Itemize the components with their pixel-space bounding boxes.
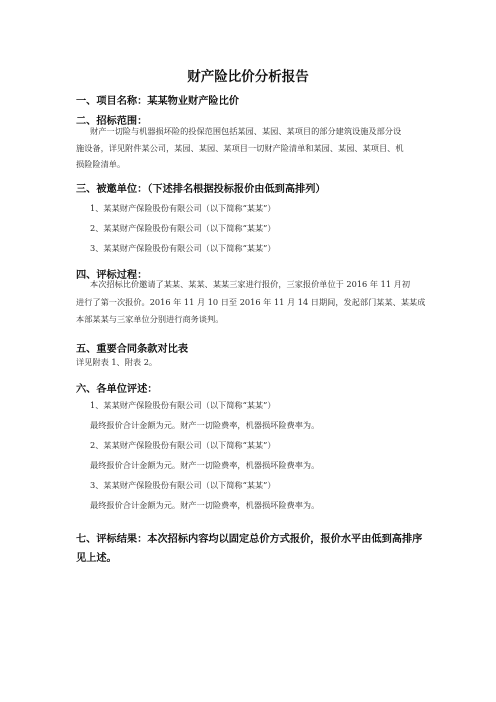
evaluation-unit-1-price: 最终报价合计金额为元。财产一切险费率，机器损坏险费率为。: [90, 420, 320, 430]
section-5-body: 详见附表 1、附表 2。: [76, 357, 158, 367]
section-4-line-2: 进行了第一次报价。2016 年 11 月 10 日至 2016 年 11 月 14 日期间，发起部门某某、某某成: [76, 297, 426, 307]
section-7-heading: 七、评标结果：本次招标内容均以固定总价方式报价，报价水平由低到高排序: [76, 533, 423, 545]
evaluation-unit-2-price: 最终报价合计金额为元。财产一切险费率，机器损坏险费率为。: [90, 460, 320, 470]
section-2-line-3: 损险险清单。: [76, 159, 126, 169]
section-4-heading: 四、评标过程：: [76, 269, 148, 281]
section-3-heading: 三、被邀单位：（下述排名根据投标报价由低到高排列）: [76, 183, 326, 195]
section-1-heading: 一、项目名称：某某物业财产险比价: [76, 95, 239, 107]
evaluation-unit-3-price: 最终报价合计金额为元。财产一切险费率，机器损坏险费率为。: [90, 500, 320, 510]
section-5-heading: 五、重要合同条款对比表: [76, 343, 189, 355]
section-2-line-2: 施设备，详见附件某公司，某园、某园、某项目一切财产险清单和某园、某园、某项目、机: [76, 143, 404, 153]
section-4-line-1: 本次招标比价邀请了某某、某某、某某三家进行报价，三家报价单位于 2016 年 11 月初: [90, 279, 411, 289]
evaluation-unit-2: 2、某某财产保险股份有限公司（以下简称“某某”）: [90, 440, 276, 450]
invited-unit-3: 3、某某财产保险股份有限公司（以下简称“某某”）: [90, 243, 276, 253]
section-7-heading-cont: 见上述。: [76, 552, 117, 564]
invited-unit-1: 1、某某财产保险股份有限公司（以下简称“某某”）: [90, 203, 276, 213]
section-2-heading: 二、招标范围：: [76, 115, 148, 127]
evaluation-unit-3: 3、某某财产保险股份有限公司（以下简称“某某”）: [90, 480, 276, 490]
page-title: 财产险比价分析报告: [187, 69, 309, 85]
evaluation-unit-1: 1、某某财产保险股份有限公司（以下简称“某某”）: [90, 400, 276, 410]
section-4-line-3: 本部某某与三家单位分别进行商务谈判。: [76, 314, 224, 324]
section-6-heading: 六、各单位评述：: [76, 383, 158, 395]
invited-unit-2: 2、某某财产保险股份有限公司（以下简称“某某”）: [90, 223, 276, 233]
section-2-line-1: 财产一切险与机器损坏险的投保范围包括某园、某园、某项目的部分建筑设施及部分设: [90, 126, 402, 136]
